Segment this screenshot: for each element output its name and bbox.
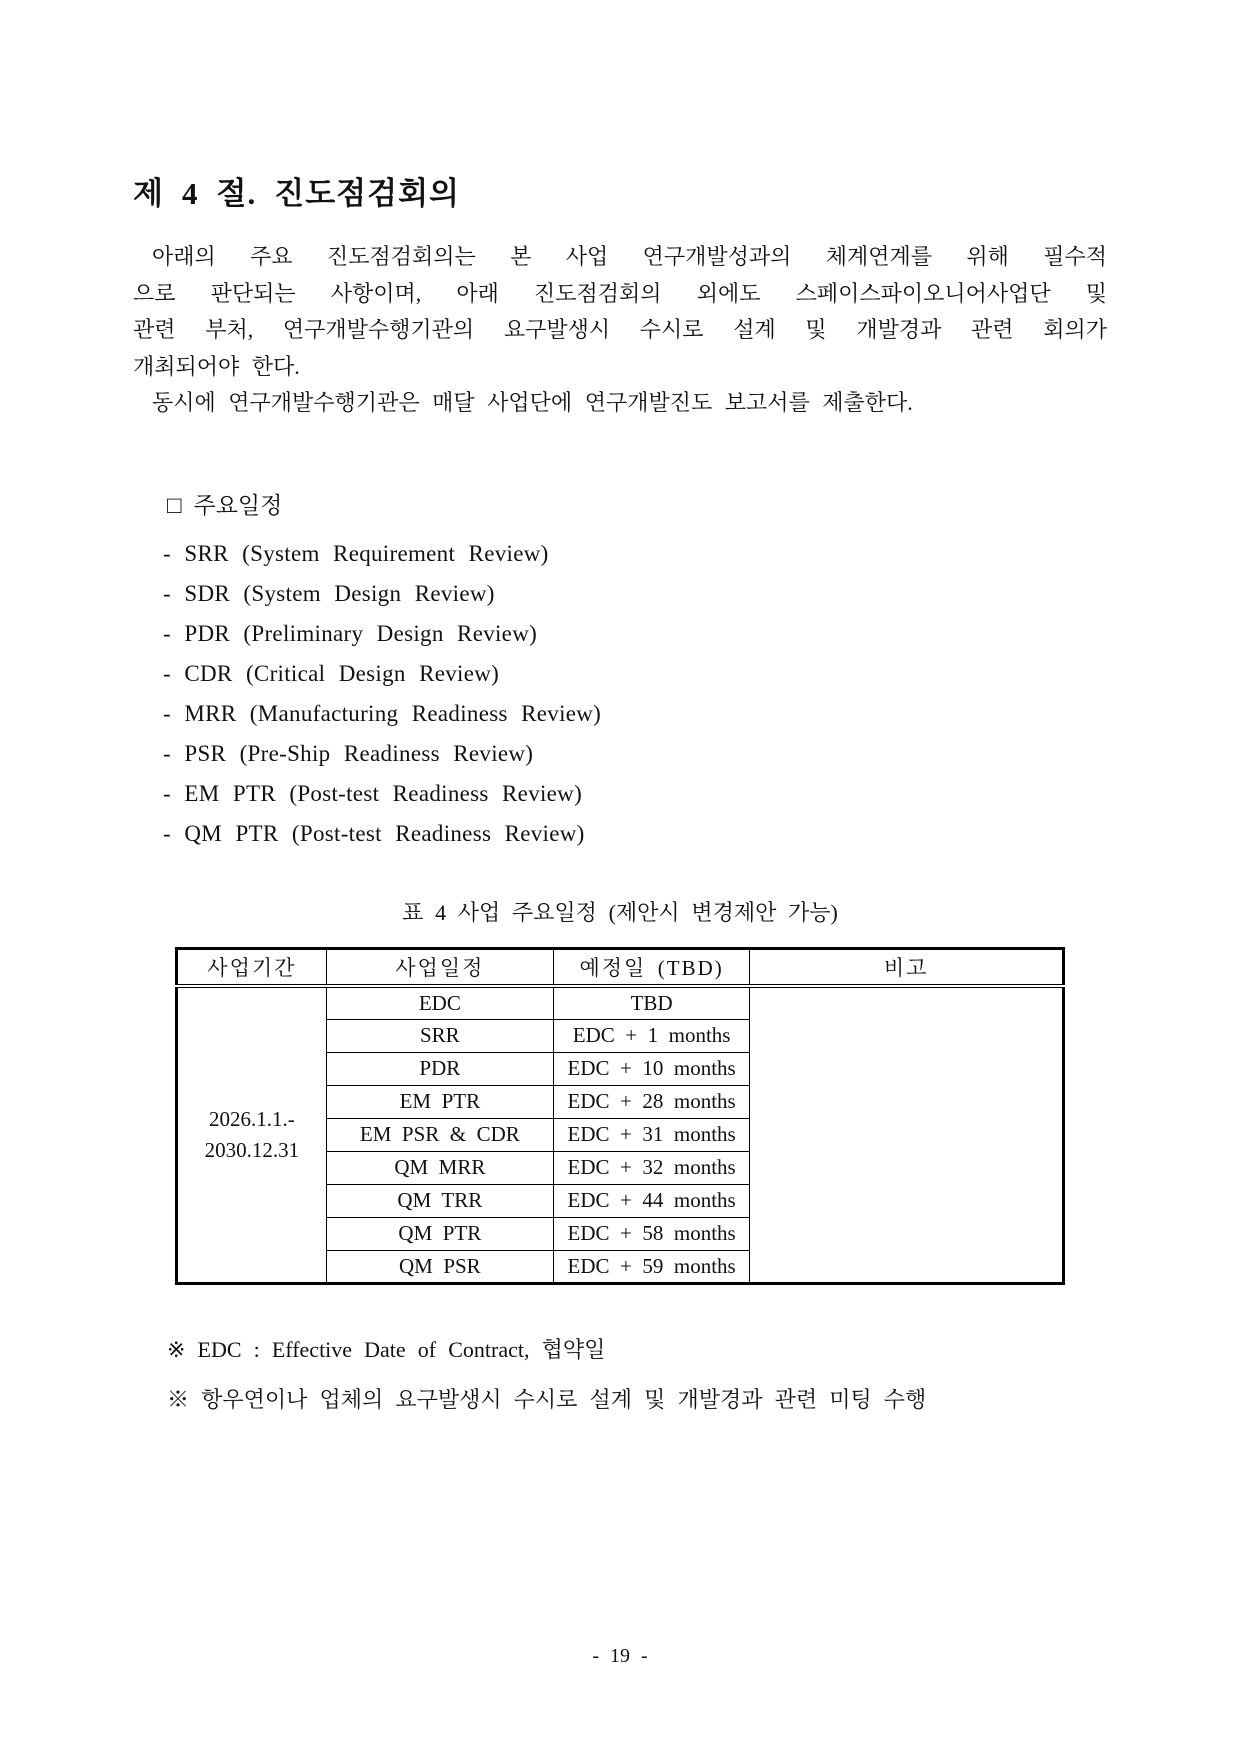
due-cell: EDC + 44 months [553, 1184, 749, 1217]
schedule-section [163, 486, 1107, 854]
intro-paragraph [133, 239, 1107, 385]
list-item: - MRR (Manufacturing Readiness Review) [163, 700, 602, 726]
header-cell-due: 예정일 (TBD) [553, 948, 749, 986]
list-item: - PSR (Pre-Ship Readiness Review) [163, 740, 534, 766]
due-cell: EDC + 28 months [553, 1085, 749, 1118]
milestone-cell: PDR [326, 1052, 553, 1085]
milestone-cell: SRR [326, 1019, 553, 1052]
milestone-cell: EM PSR & CDR [326, 1118, 553, 1151]
table-row [177, 986, 1064, 1019]
section-title: 제 4 절. 진도점검회의 [133, 176, 460, 211]
due-cell: EDC + 1 months [553, 1019, 749, 1052]
list-item: - EM PTR (Post-test Readiness Review) [163, 780, 583, 806]
second-paragraph [133, 385, 1107, 422]
due-cell: EDC + 31 months [553, 1118, 749, 1151]
table-caption: 표 4 사업 주요일정 (제안시 변경제안 가능) [402, 899, 838, 925]
header-cell-period: 사업기간 [177, 948, 327, 986]
table-header-row [177, 948, 1064, 986]
schedule-list [163, 534, 1107, 854]
paragraph-line: 아래의 주요 진도점검회의는 본 사업 연구개발성과의 체계연계를 위해 필수적 [152, 244, 1107, 269]
due-cell: EDC + 59 months [553, 1250, 749, 1283]
due-cell: EDC + 10 months [553, 1052, 749, 1085]
paragraph-line: 관련 부처, 연구개발수행기관의 요구발생시 수시로 설계 및 개발경과 관련 회의가 [133, 317, 1107, 342]
period-line: 2030.12.31 [204, 1137, 300, 1162]
page-number: - 19 - [592, 1645, 648, 1667]
list-item: - QM PTR (Post-test Readiness Review) [163, 820, 585, 846]
due-cell: EDC + 58 months [553, 1217, 749, 1250]
due-cell: TBD [553, 986, 749, 1019]
milestone-cell: EDC [326, 986, 553, 1019]
period-line: 2026.1.1.- [209, 1106, 295, 1131]
note: ※ 항우연이나 업체의 요구발생시 수시로 설계 및 개발경과 관련 미팅 수행 [167, 1386, 927, 1412]
remark-cell [750, 986, 1064, 1283]
header-cell-milestone: 사업일정 [326, 948, 553, 986]
period-cell [177, 986, 327, 1283]
list-item: - SRR (System Requirement Review) [163, 540, 549, 566]
milestone-cell: QM PTR [326, 1217, 553, 1250]
note: ※ EDC : Effective Date of Contract, 협약일 [167, 1336, 606, 1362]
paragraph-line: 동시에 연구개발수행기관은 매달 사업단에 연구개발진도 보고서를 제출한다. [152, 390, 913, 415]
list-item: - CDR (Critical Design Review) [163, 660, 500, 686]
milestone-cell: QM MRR [326, 1151, 553, 1184]
header-cell-remark: 비고 [750, 948, 1064, 986]
milestone-cell: QM TRR [326, 1184, 553, 1217]
milestone-cell: EM PTR [326, 1085, 553, 1118]
list-item: - SDR (System Design Review) [163, 580, 495, 606]
schedule-heading-label: 주요일정 [193, 492, 283, 518]
milestone-cell: QM PSR [326, 1250, 553, 1283]
list-item: - PDR (Preliminary Design Review) [163, 620, 538, 646]
due-cell: EDC + 32 months [553, 1151, 749, 1184]
checkbox-icon: □ [167, 492, 182, 519]
notes-section [167, 1333, 1107, 1417]
paragraph-line: 개최되어야 한다. [133, 353, 300, 379]
schedule-table [175, 947, 1065, 1285]
paragraph-line: 으로 판단되는 사항이며, 아래 진도점검회의 외에도 스페이스파이오니어사업단 및 [133, 280, 1107, 306]
schedule-heading [167, 486, 1107, 526]
